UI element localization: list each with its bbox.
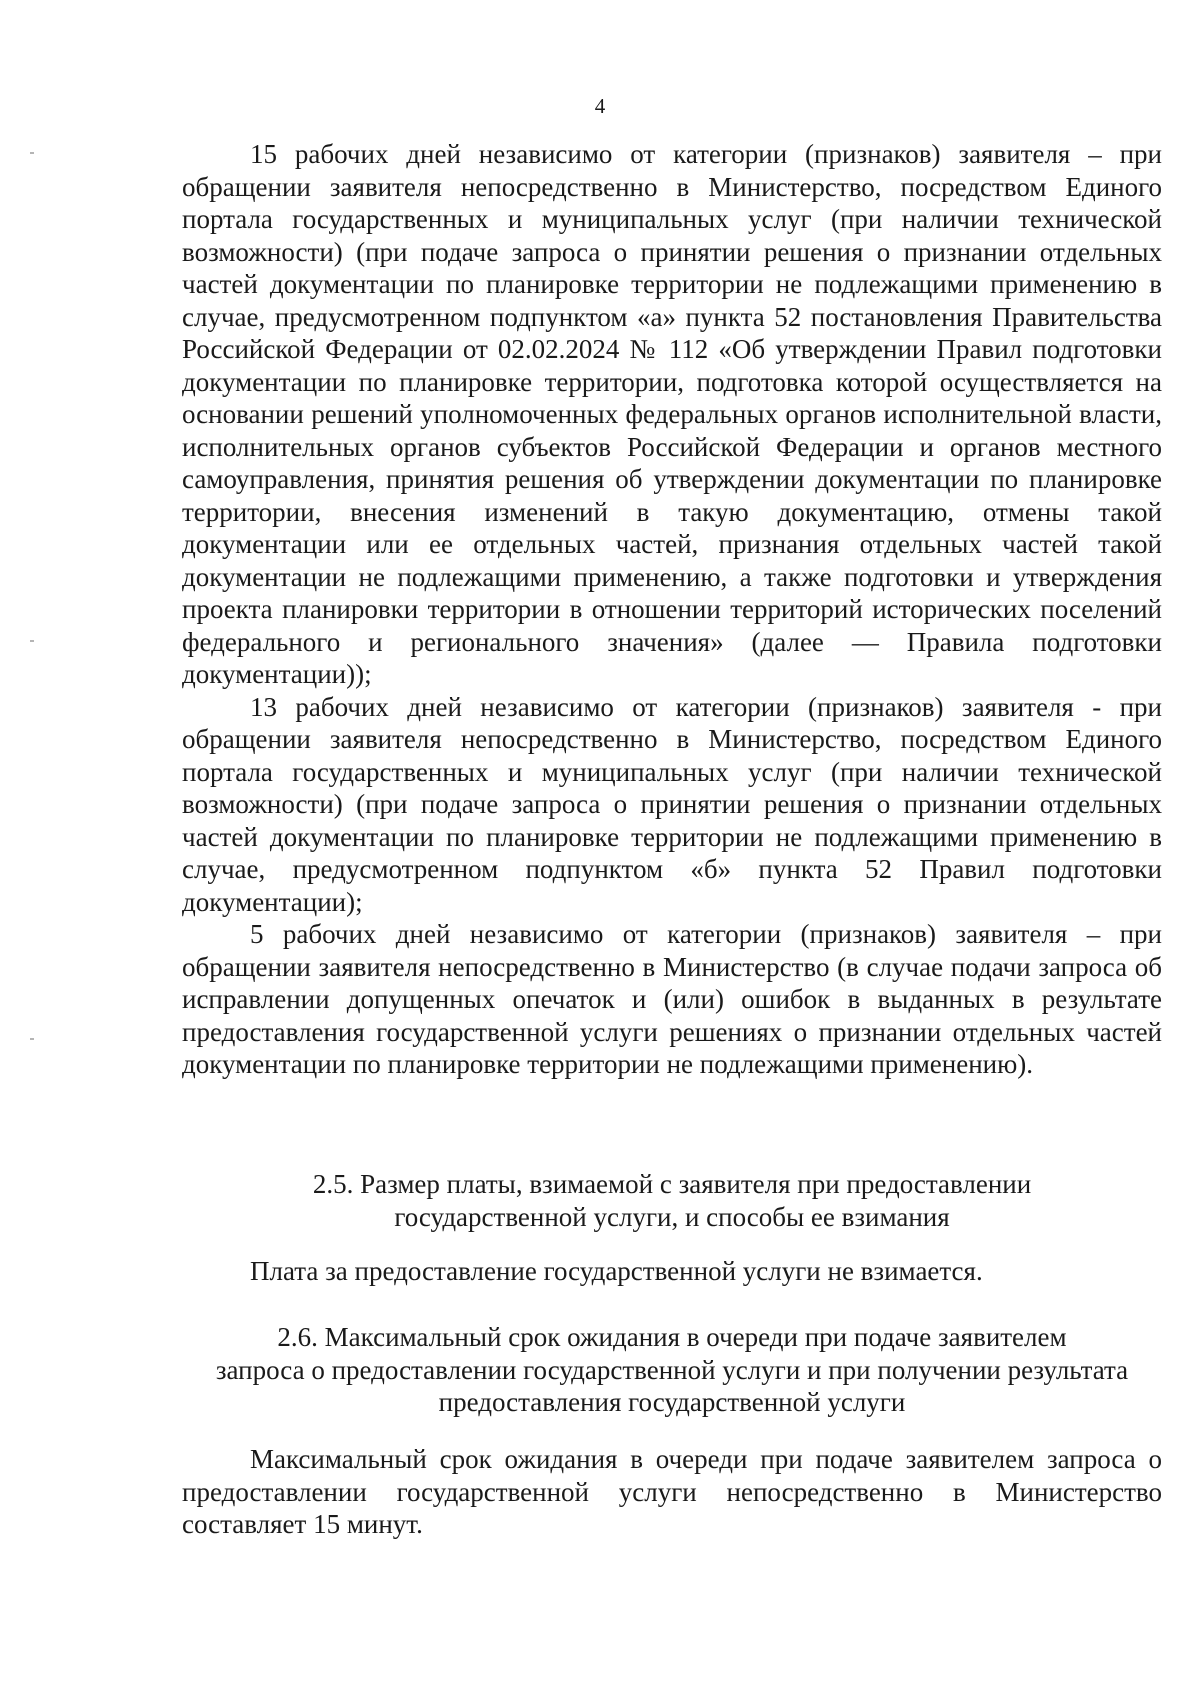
- section-2-6-heading-line1: 2.6. Максимальный срок ожидания в очереди при подаче заявителем: [277, 1322, 1067, 1352]
- paragraph-term-13-days: 13 рабочих дней независимо от категории (признаков) заявителя - при обращении заявителя непосредственно в Министерство, посредством Единого портала государственных и муниципальных услуг (при наличии технической возможности) (при подаче запроса о принятии решения о признании отдельных частей документации по планировке территории не подлежащими применению в случае, предусмотренном подпунктом «б» пункта 52 Правил подготовки документации);: [182, 691, 1162, 917]
- page-number: 4: [594, 94, 606, 118]
- fee-statement: Плата за предоставление государственной услуги не взимается.: [250, 1256, 983, 1286]
- margin-mark: [30, 152, 34, 154]
- section-2-5-heading: [182, 1168, 1162, 1233]
- section-2-5-heading-line1: 2.5. Размер платы, взимаемой с заявителя при предоставлении: [312, 1169, 1032, 1199]
- section-2-6-heading-line3: предоставления государственной услуги: [438, 1387, 906, 1417]
- paragraph-term-15-days: 15 рабочих дней независимо от категории (признаков) заявителя – при обращении заявителя непосредственно в Министерство, посредством Единого портала государственных и муниципальных услуг (при наличии технической возможности) (при подаче запроса о принятии решения о признании отдельных частей документации по планировке территории не подлежащими применению в случае, предусмотренном подпунктом «а» пункта 52 постановления Правительства Российской Федерации от 02.02.2024 № 112 «Об утверждении Правил подготовки документации по планировке территории, подготовка которой осуществляется на основании решений уполномоченных федеральных органов исполнительной власти, исполнительных органов субъектов Российской Федерации и органов местного самоуправления, принятия решения об утверждении документации по планировке территории, внесения изменений в такую документацию, отмены такой документации или ее отдельных частей, признания отдельных частей такой документации не подлежащими применению, а также подготовки и утверждения проекта планировки территории в отношении территорий исторических поселений федерального и регионального значения» (далее — Правила подготовки документации));: [182, 139, 1162, 689]
- section-2-5-body: [182, 1255, 1162, 1288]
- section-2-6-body: [182, 1443, 1162, 1541]
- margin-mark: [30, 1038, 34, 1040]
- margin-mark: [30, 640, 34, 642]
- section-2-6-heading-line2: запроса о предоставлении государственной услуги и при получении результата: [215, 1354, 1129, 1385]
- section-2-6-heading: [182, 1321, 1162, 1419]
- waiting-time-statement: Максимальный срок ожидания в очереди при подаче заявителем запроса о предоставлении государственной услуги непосредственно в Министерство составляет 15 минут.: [182, 1444, 1162, 1539]
- body-text-top: [182, 138, 1162, 1081]
- paragraph-term-5-days: 5 рабочих дней независимо от категории (признаков) заявителя – при обращении заявителя непосредственно в Министерство (в случае подачи запроса об исправлении допущенных опечаток и (или) ошибок в выданных в результате предоставления государственной услуги решениях о признании отдельных частей документации по планировке территории не подлежащими применению).: [182, 919, 1162, 1079]
- section-2-5-heading-line2: государственной услуги, и способы ее взимания: [394, 1201, 950, 1232]
